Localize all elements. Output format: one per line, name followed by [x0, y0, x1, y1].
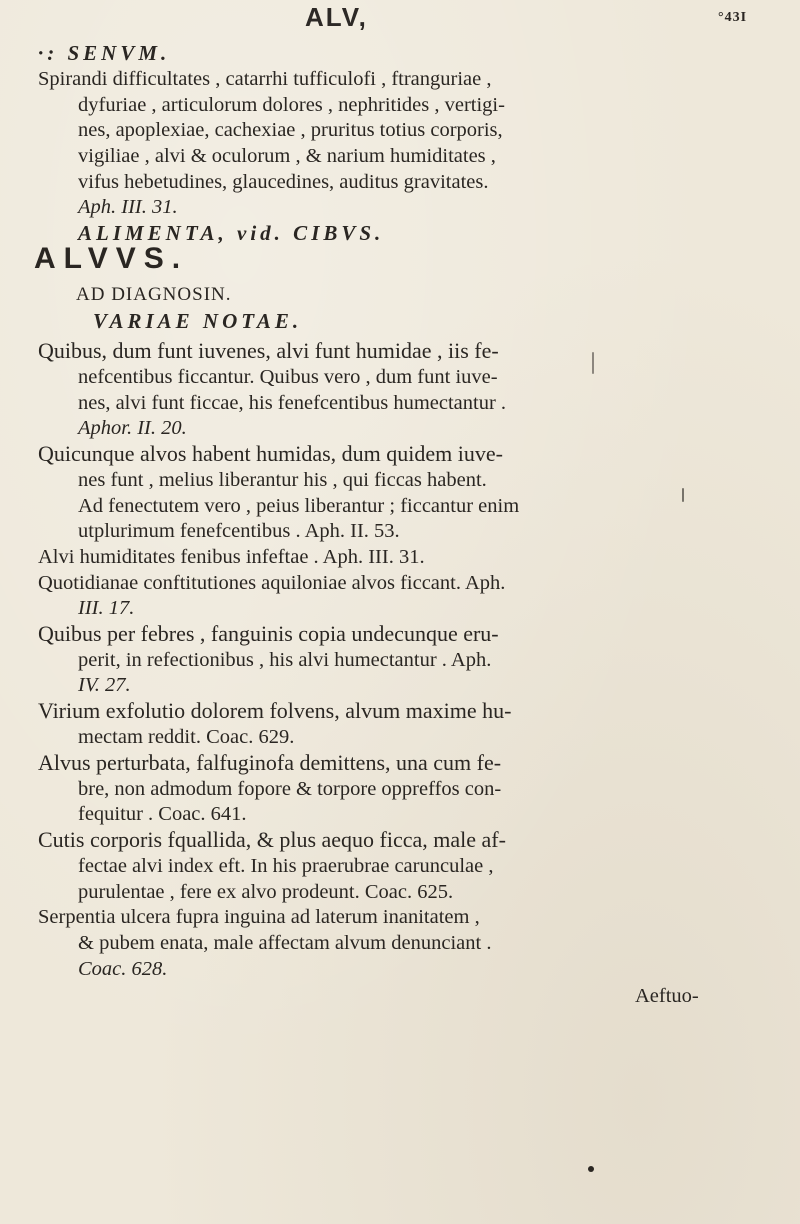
text-line: dyfuriae , articulorum dolores , nephritides , vertigi-	[78, 94, 505, 116]
text-line: fectae alvi index eft. In his praerubrae carunculae ,	[78, 855, 494, 877]
text-line: Aeftuo-	[635, 985, 699, 1007]
text-line: Cutis corporis fquallida, & plus aequo ficca, male af-	[38, 827, 506, 852]
running-head	[0, 2, 800, 34]
text-line: ·: SENVM.	[38, 41, 171, 65]
text-line: Quicunque alvos habent humidas, dum quidem iuve-	[38, 441, 503, 466]
text-line: Aph. III. 31.	[78, 196, 178, 218]
text-line: Quibus, dum funt iuvenes, alvi funt humidae , iis fe-	[38, 338, 499, 363]
text-line: nefcentibus ficcantur. Quibus vero , dum funt iuve-	[78, 366, 498, 388]
text-line: AD DIAGNOSIN.	[76, 284, 232, 305]
text-line: VARIAE NOTAE.	[93, 309, 303, 333]
text-line: & pubem enata, male affectam alvum denunciant .	[78, 932, 492, 954]
text-line: Serpentia ulcera fupra inguina ad laterum inanitatem ,	[38, 906, 480, 928]
ink-speck	[592, 352, 594, 374]
text-line: IV. 27.	[78, 674, 131, 696]
text-line: Ad fenectutem vero , peius liberantur ; ficcantur enim	[78, 495, 520, 517]
text-line: nes funt , melius liberantur his , qui ficcas habent.	[78, 469, 487, 491]
text-line: Virium exfolutio dolorem folvens, alvum maxime hu-	[38, 698, 512, 723]
text-line: bre, non admodum fopore & torpore oppreffos con-	[78, 778, 502, 800]
text-line: utplurimum fenefcentibus . Aph. II. 53.	[78, 520, 400, 542]
text-line: vigiliae , alvi & oculorum , & narium humiditates ,	[78, 145, 496, 167]
text-line: III. 17.	[78, 597, 135, 619]
text-line: Coac. 628.	[78, 958, 168, 980]
text-line: vifus hebetudines, glaucedines, auditus gravitates.	[78, 171, 489, 193]
ink-speck	[588, 1166, 594, 1172]
text-line: nes, alvi funt ficcae, his fenefcentibus humectantur .	[78, 392, 507, 414]
page-number: °43I	[718, 10, 748, 25]
running-head-title: ALV,	[305, 2, 368, 32]
text-line: ALIMENTA, vid. CIBVS.	[78, 221, 385, 245]
text-line: Spirandi difficultates , catarrhi tufficulofi , ftranguriae ,	[38, 68, 492, 90]
text-line: Quibus per febres , fanguinis copia undecunque eru-	[38, 621, 499, 646]
ink-speck	[682, 488, 684, 502]
text-line: perit, in refectionibus , his alvi humectantur . Aph.	[78, 649, 492, 671]
text-line: purulentae , fere ex alvo prodeunt. Coac. 625.	[78, 881, 454, 903]
text-line: ALVVS.	[34, 242, 189, 275]
text-line: fequitur . Coac. 641.	[78, 803, 247, 825]
text-line: Alvus perturbata, falfuginofa demittens, una cum fe-	[38, 750, 502, 775]
text-line: Quotidianae conftitutiones aquiloniae alvos ficcant. Aph.	[38, 572, 506, 594]
text-line: Aphor. II. 20.	[78, 417, 187, 439]
text-line: mectam reddit. Coac. 629.	[78, 726, 295, 748]
text-line: Alvi humiditates fenibus infeftae . Aph. III. 31.	[38, 546, 425, 568]
text-line: nes, apoplexiae, cachexiae , pruritus totius corporis,	[78, 119, 503, 141]
